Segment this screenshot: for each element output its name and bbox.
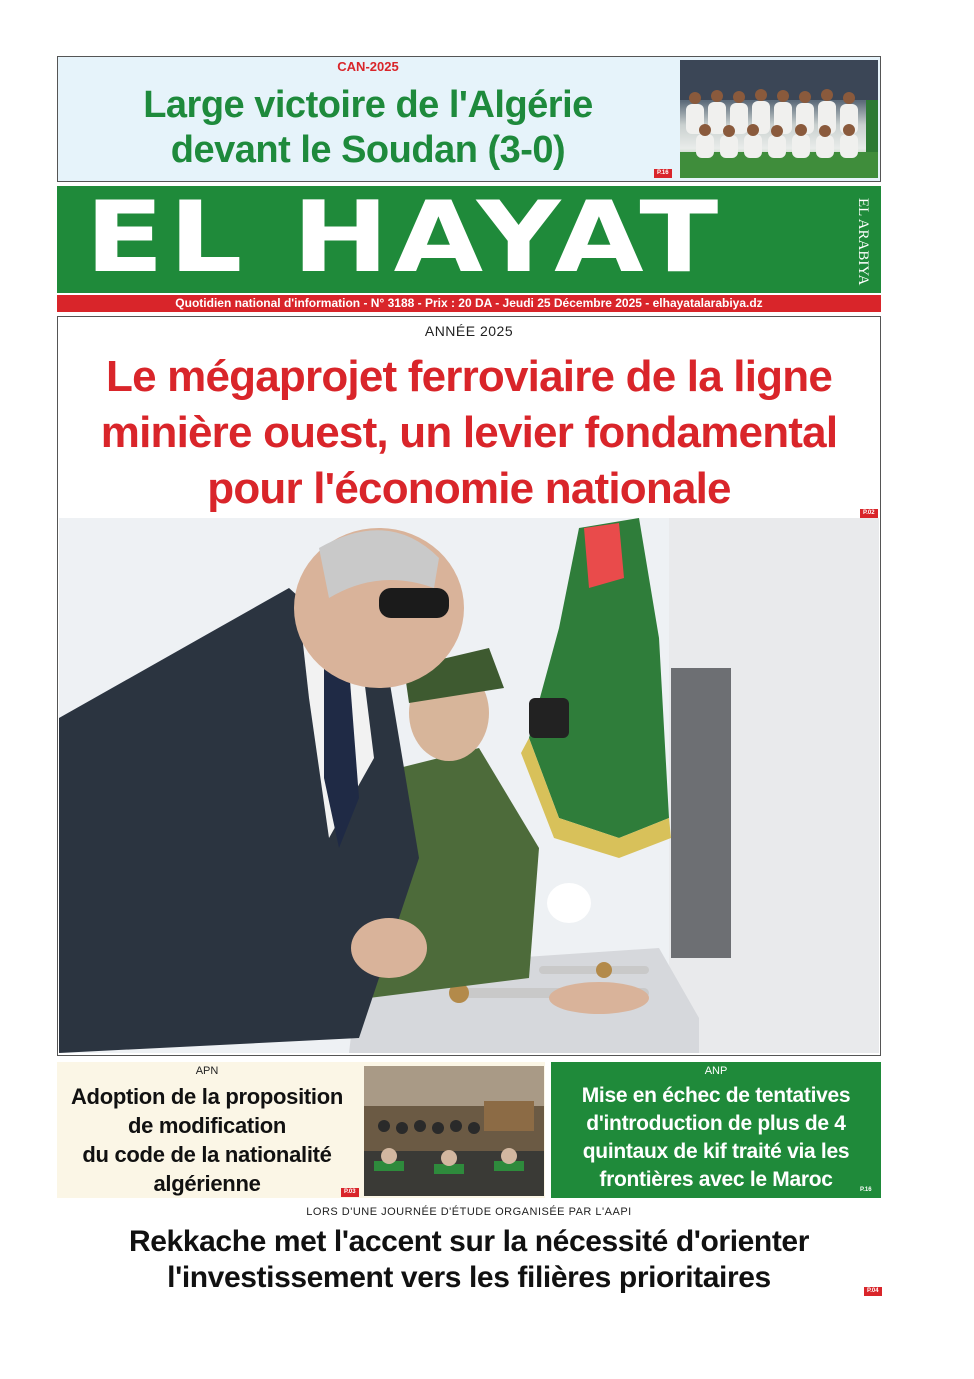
newspaper-logo[interactable]: EL HAYAT <box>85 181 723 295</box>
teaser-box[interactable] <box>57 56 881 182</box>
teaser-page-tag: P.16 <box>654 169 672 178</box>
anp-page-tag: P.16 <box>860 1187 872 1193</box>
main-story-photo <box>59 518 879 1053</box>
masthead-inner <box>65 181 873 295</box>
football-team-illustration <box>680 60 878 178</box>
main-headline[interactable]: Le mégaprojet ferroviaire de la ligne minière ouest, un levier fondamental pour l'économie nationale <box>100 352 838 513</box>
parliament-photo <box>364 1066 544 1196</box>
apn-headline[interactable]: Adoption de la proposition de modification du code de la nationalité algérienne <box>70 1084 344 1196</box>
bottom-page-tag: P.04 <box>864 1287 882 1296</box>
main-kicker: ANNÉE 2025 <box>424 323 514 339</box>
issue-info-bar: Quotidien national d'information - N° 3188 - Prix : 20 DA - Jeudi 25 Décembre 2025 - elhayatalarabiya.dz <box>57 295 881 312</box>
apn-kicker: APN <box>195 1065 219 1077</box>
apn-story[interactable] <box>57 1062 545 1198</box>
bottom-kicker: LORS D'UNE JOURNÉE D'ÉTUDE ORGANISÉE PAR L'AAPI <box>306 1206 632 1218</box>
apn-page-tag: P.03 <box>341 1188 359 1197</box>
bottom-headline[interactable]: Rekkache met l'accent sur la nécessité d'orienter l'investissement vers les filières prioritaires <box>129 1225 809 1294</box>
main-story[interactable] <box>57 316 881 1056</box>
masthead <box>57 181 881 295</box>
football-team-photo <box>680 60 878 178</box>
logo-subtitle: EL ARABIYA <box>855 198 871 286</box>
anp-headline[interactable]: Mise en échec de tentatives d'introduction de plus de 4 quintaux de kif traité via les frontières avec le Maroc <box>581 1084 851 1191</box>
parliament-illustration <box>364 1066 544 1196</box>
anp-story[interactable] <box>551 1062 881 1198</box>
teaser-headline[interactable]: Large victoire de l'Algérie devant le Soudan (3-0) <box>143 84 593 171</box>
main-page-tag: P.02 <box>860 509 878 518</box>
anp-kicker: ANP <box>704 1065 728 1077</box>
inauguration-illustration <box>59 518 879 1053</box>
teaser-kicker: CAN-2025 <box>337 59 399 74</box>
